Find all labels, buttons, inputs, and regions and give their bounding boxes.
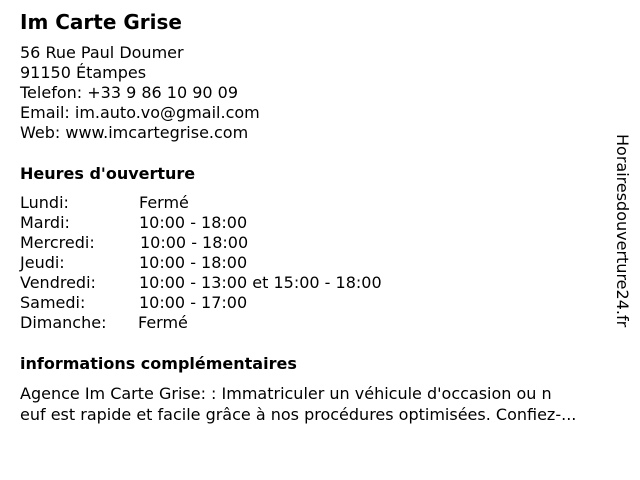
time-value: Fermé	[138, 313, 188, 332]
time-value: 10:00 - 18:00	[140, 233, 249, 252]
site-watermark: Horairesdouverture24.fr	[613, 134, 632, 328]
day-label: Lundi:	[20, 193, 69, 212]
day-label: Vendredi:	[20, 273, 96, 292]
contact-block	[20, 43, 260, 143]
day-label: Mercredi:	[20, 233, 95, 252]
additional-info-heading: informations complémentaires	[20, 354, 297, 373]
day-label: Samedi:	[20, 293, 86, 312]
info-text-line: euf est rapide et facile grâce à nos procédures optimisées. Confiez-...	[20, 405, 577, 424]
time-value: Fermé	[139, 193, 189, 212]
day-label: Jeudi:	[20, 253, 65, 272]
info-text-line: Agence Im Carte Grise: : Immatriculer un véhicule d'occasion ou n	[20, 384, 552, 403]
opening-hours-heading: Heures d'ouverture	[20, 164, 196, 183]
business-name: Im Carte Grise	[20, 10, 182, 34]
time-value: 10:00 - 13:00 et 15:00 - 18:00	[139, 273, 382, 292]
website-link[interactable]: Web: www.imcartegrise.com	[20, 123, 249, 142]
day-label: Mardi:	[20, 213, 70, 232]
time-value: 10:00 - 18:00	[139, 213, 248, 232]
address-street: 56 Rue Paul Doumer	[20, 43, 184, 62]
email-address[interactable]: Email: im.auto.vo@gmail.com	[20, 103, 260, 122]
address-city: 91150 Étampes	[20, 63, 147, 82]
time-value: 10:00 - 18:00	[139, 253, 248, 272]
additional-info-text	[20, 383, 630, 425]
day-label: Dimanche:	[20, 313, 107, 332]
time-value: 10:00 - 17:00	[139, 293, 248, 312]
phone-number[interactable]: Telefon: +33 9 86 10 90 09	[20, 83, 239, 102]
